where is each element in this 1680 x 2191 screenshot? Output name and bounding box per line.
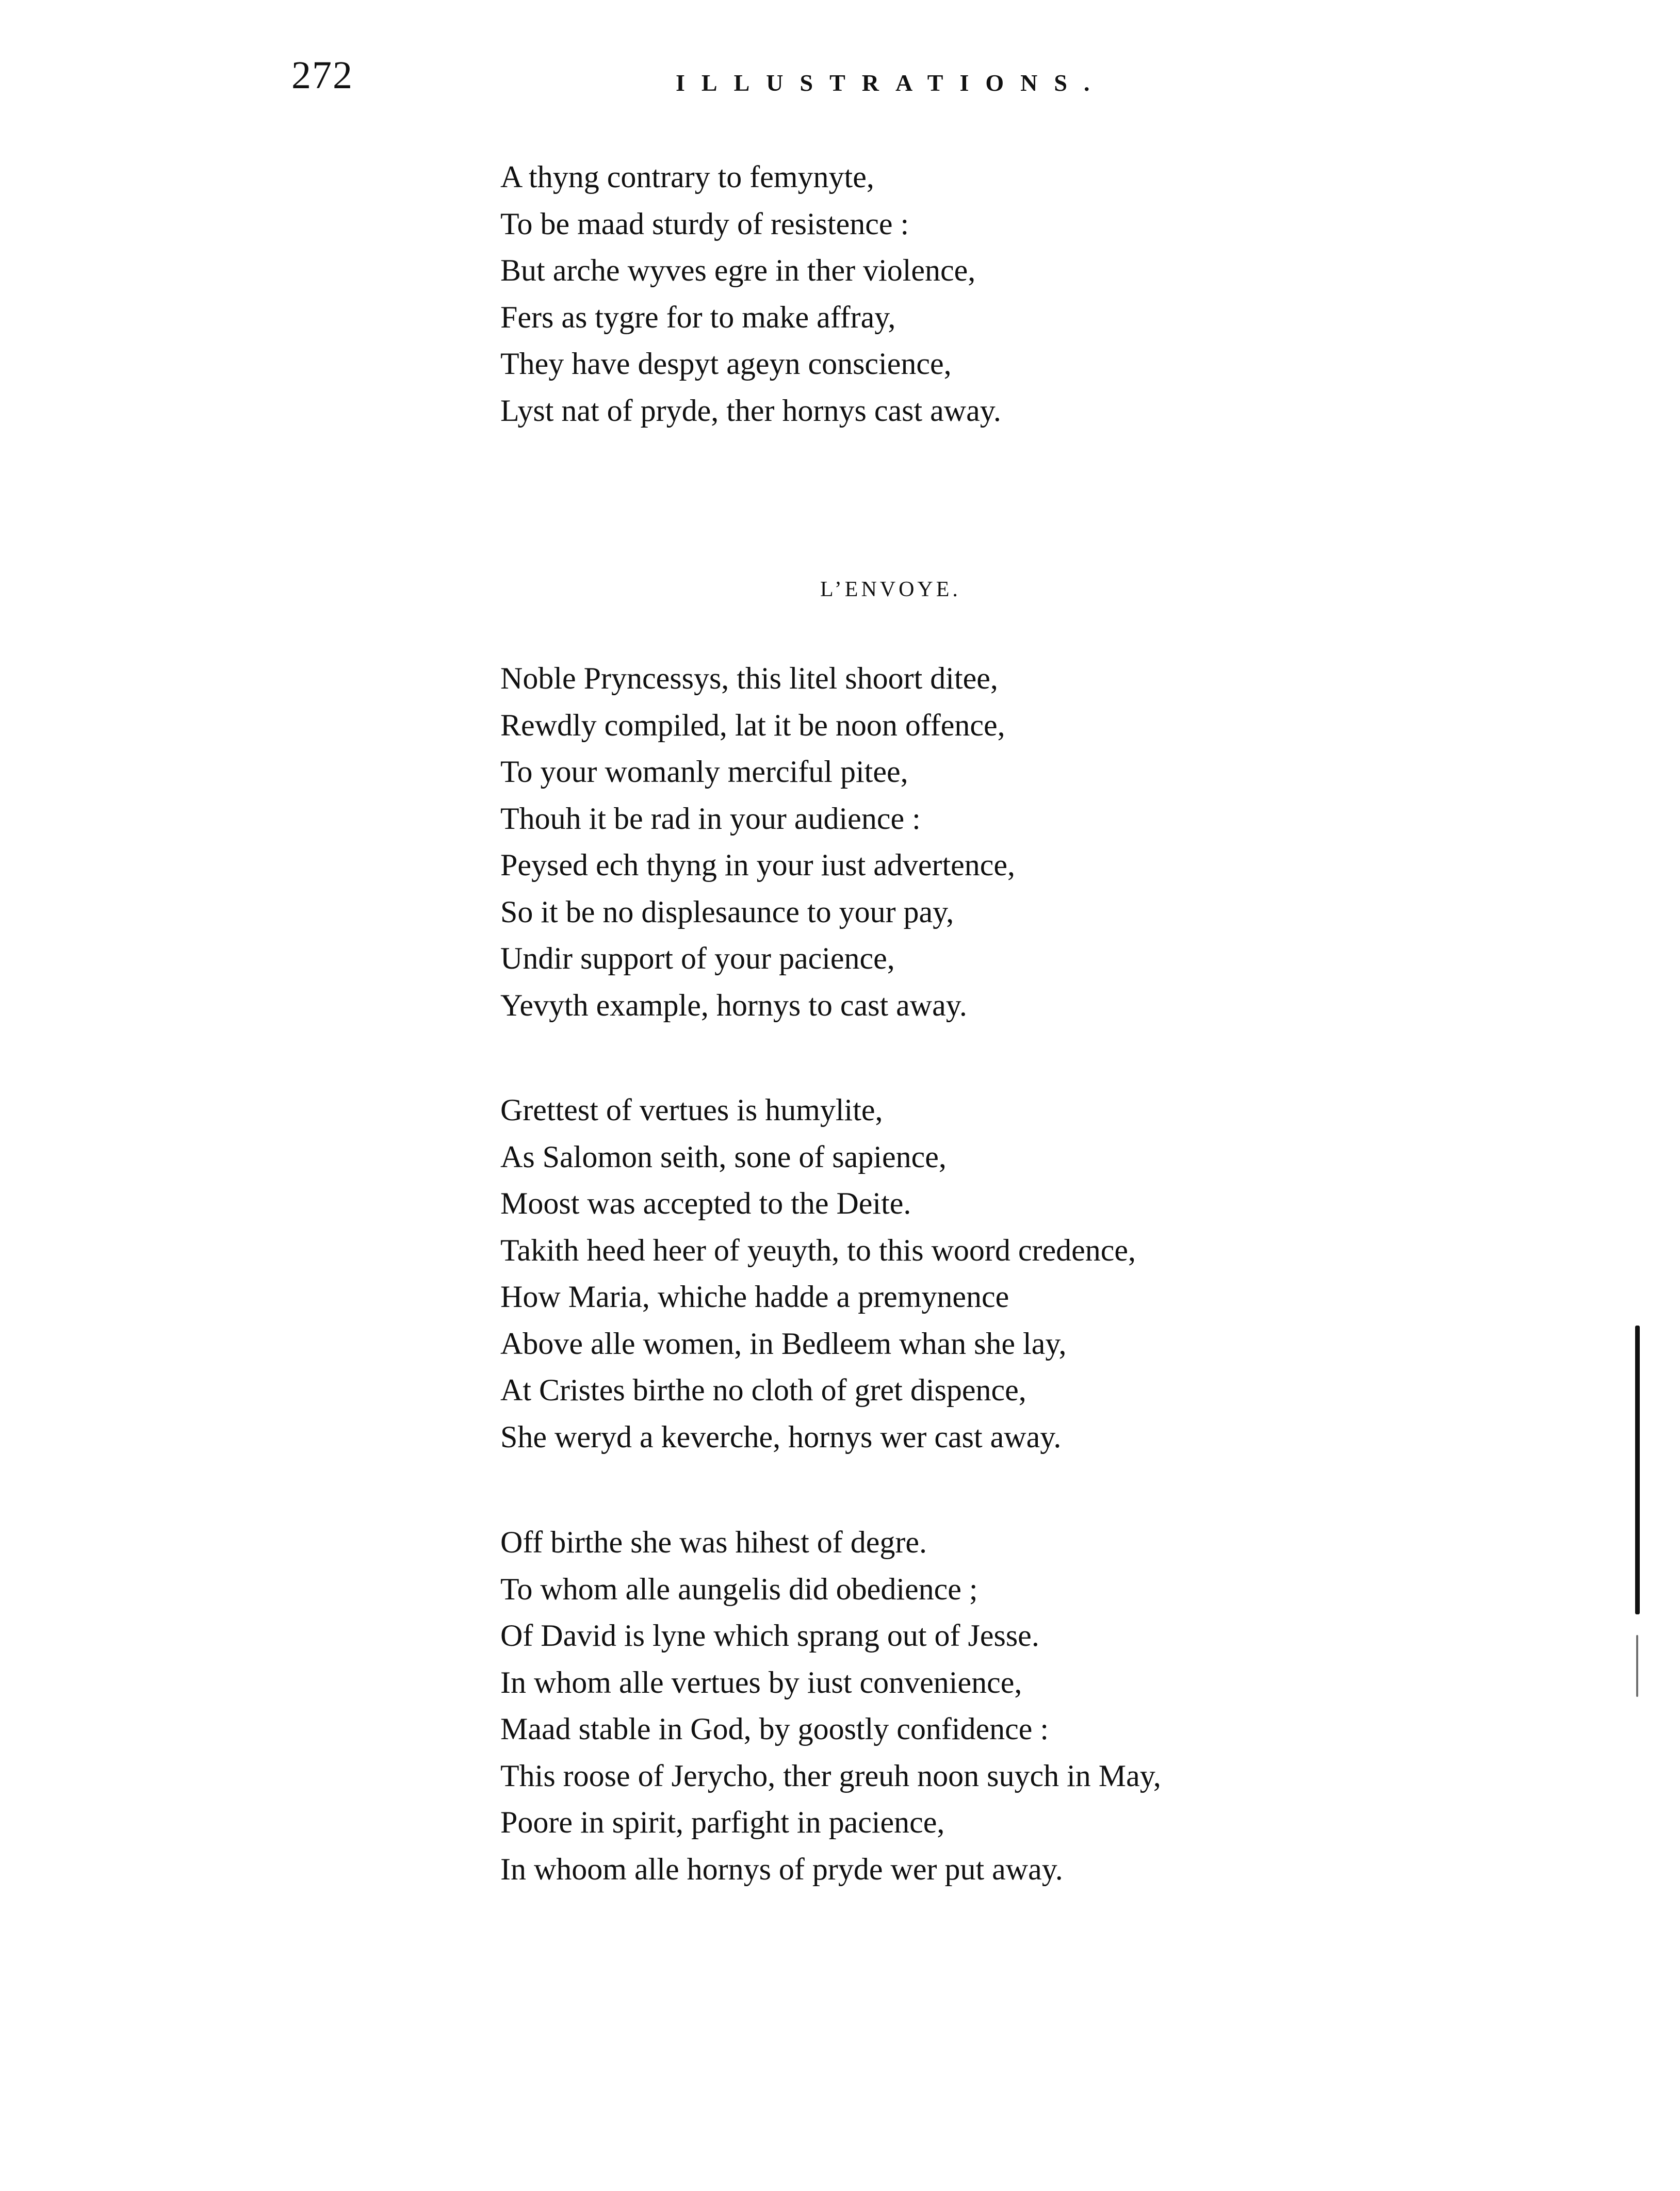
verse-line: In whoom alle hornys of pryde wer put away.	[500, 1852, 1063, 1886]
page-number: 272	[291, 54, 353, 97]
verse-line: To whom alle aungelis did obedience ;	[500, 1572, 978, 1606]
verse-line: Rewdly compiled, lat it be noon offence,	[500, 708, 1005, 742]
verse-line: To your womanly merciful pitee,	[500, 755, 908, 789]
envoy-heading: L’ENVOYE.	[820, 578, 961, 601]
verse-line: They have despyt ageyn conscience,	[500, 347, 952, 381]
verse-line: She weryd a keverche, hornys wer cast away.	[500, 1419, 1062, 1454]
verse-line: Noble Pryncessys, this litel shoort ditee,	[500, 661, 998, 695]
envoy-stanza-3	[500, 1519, 1161, 1892]
verse-line: Moost was accepted to the Deite.	[500, 1186, 911, 1220]
page-edge-mark	[1635, 1326, 1640, 1614]
verse-line: Above alle women, in Bedleem whan she lay,	[500, 1326, 1067, 1361]
envoy-stanza-1	[500, 655, 1015, 1028]
verse-line: Yevyth example, hornys to cast away.	[500, 988, 967, 1022]
verse-line: Poore in spirit, parfight in pacience,	[500, 1805, 945, 1839]
verse-line: Takith heed heer of yeuyth, to this woord credence,	[500, 1233, 1136, 1267]
verse-line: To be maad sturdy of resistence :	[500, 206, 909, 241]
verse-line: Lyst nat of pryde, ther hornys cast away.	[500, 393, 1001, 428]
verse-line: This roose of Jerycho, ther greuh noon suych in May,	[500, 1758, 1161, 1793]
verse-line: In whom alle vertues by iust convenience,	[500, 1665, 1022, 1699]
verse-line: Fers as tygre for to make affray,	[500, 300, 896, 334]
verse-line: Off birthe she was hihest of degre.	[500, 1525, 927, 1559]
verse-line: As Salomon seith, sone of sapience,	[500, 1139, 947, 1174]
verse-line: Undir support of your pacience,	[500, 941, 895, 975]
page-edge-mark	[1636, 1635, 1638, 1697]
verse-line: A thyng contrary to femynyte,	[500, 160, 874, 194]
running-head: ILLUSTRATIONS.	[676, 70, 1106, 96]
verse-line: Of David is lyne which sprang out of Jesse.	[500, 1618, 1039, 1653]
verse-line: Peysed ech thyng in your iust advertence,	[500, 848, 1016, 882]
verse-line: At Cristes birthe no cloth of gret dispence,	[500, 1373, 1026, 1407]
verse-line: Thouh it be rad in your audience :	[500, 801, 921, 836]
verse-line: Grettest of vertues is humylite,	[500, 1093, 883, 1127]
verse-line: But arche wyves egre in ther violence,	[500, 253, 976, 287]
verse-line: So it be no displesaunce to your pay,	[500, 894, 954, 929]
envoy-stanza-2	[500, 1087, 1136, 1460]
verse-line: How Maria, whiche hadde a premynence	[500, 1280, 1009, 1314]
stanza-1	[500, 154, 1001, 434]
verse-line: Maad stable in God, by goostly confidence :	[500, 1712, 1049, 1746]
